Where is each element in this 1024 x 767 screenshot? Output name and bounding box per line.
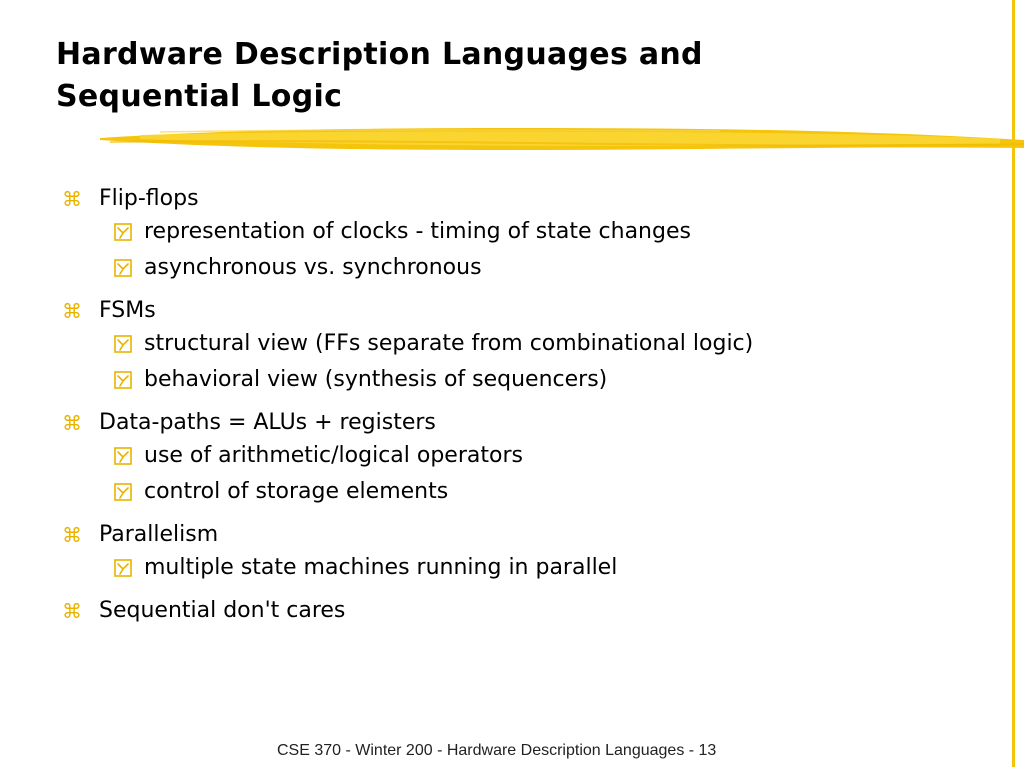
bullet-row: [62, 520, 1002, 550]
right-accent-rule: [1012, 0, 1015, 767]
sub-bullet-text: asynchronous vs. synchronous: [144, 255, 482, 280]
checkbox-y-icon: [114, 335, 132, 353]
bullet-item: [62, 296, 1002, 398]
checkbox-y-icon: [114, 259, 132, 277]
sub-bullet-row: [62, 362, 1002, 398]
bullet-text: FSMs: [99, 298, 156, 323]
bullet-item: [62, 184, 1002, 286]
sub-bullet-row: [62, 326, 1002, 362]
sub-bullet-row: [62, 250, 1002, 286]
sub-bullet-row: [62, 550, 1002, 586]
slide-title-line-1: Hardware Description Languages and: [56, 37, 703, 72]
command-key-icon: ⌘: [62, 599, 82, 623]
sub-bullet-text: use of arithmetic/logical operators: [144, 443, 523, 468]
checkbox-y-icon: [114, 559, 132, 577]
sub-bullet-row: [62, 474, 1002, 510]
command-key-icon: ⌘: [62, 299, 82, 323]
sub-bullet-row: [62, 214, 1002, 250]
sub-bullet-row: [62, 438, 1002, 474]
bullet-item: [62, 408, 1002, 510]
sub-bullet-text: multiple state machines running in parallel: [144, 555, 618, 580]
command-key-icon: ⌘: [62, 411, 82, 435]
bullet-row: [62, 296, 1002, 326]
bullet-text: Data-paths = ALUs + registers: [99, 410, 436, 435]
bullet-row: [62, 184, 1002, 214]
checkbox-y-icon: [114, 483, 132, 501]
bullet-item: [62, 596, 1002, 626]
bullet-item: [62, 520, 1002, 586]
bullet-list: [62, 184, 1002, 636]
checkbox-y-icon: [114, 223, 132, 241]
command-key-icon: ⌘: [62, 187, 82, 211]
sub-bullet-text: structural view (FFs separate from combinational logic): [144, 331, 754, 356]
bullet-row: [62, 408, 1002, 438]
title-underline-swoosh: [100, 120, 1024, 160]
bullet-text: Sequential don't cares: [99, 598, 346, 623]
bullet-text: Parallelism: [99, 522, 219, 547]
bullet-text: Flip-flops: [99, 186, 199, 211]
slide-title-line-2: Sequential Logic: [56, 79, 343, 114]
slide-title: [56, 34, 936, 118]
command-key-icon: ⌘: [62, 523, 82, 547]
sub-bullet-text: control of storage elements: [144, 479, 449, 504]
checkbox-y-icon: [114, 447, 132, 465]
slide-footer: CSE 370 - Winter 200 - Hardware Description Languages - 13: [277, 742, 717, 759]
checkbox-y-icon: [114, 371, 132, 389]
bullet-row: [62, 596, 1002, 626]
sub-bullet-text: representation of clocks - timing of state changes: [144, 219, 691, 244]
sub-bullet-text: behavioral view (synthesis of sequencers): [144, 367, 608, 392]
